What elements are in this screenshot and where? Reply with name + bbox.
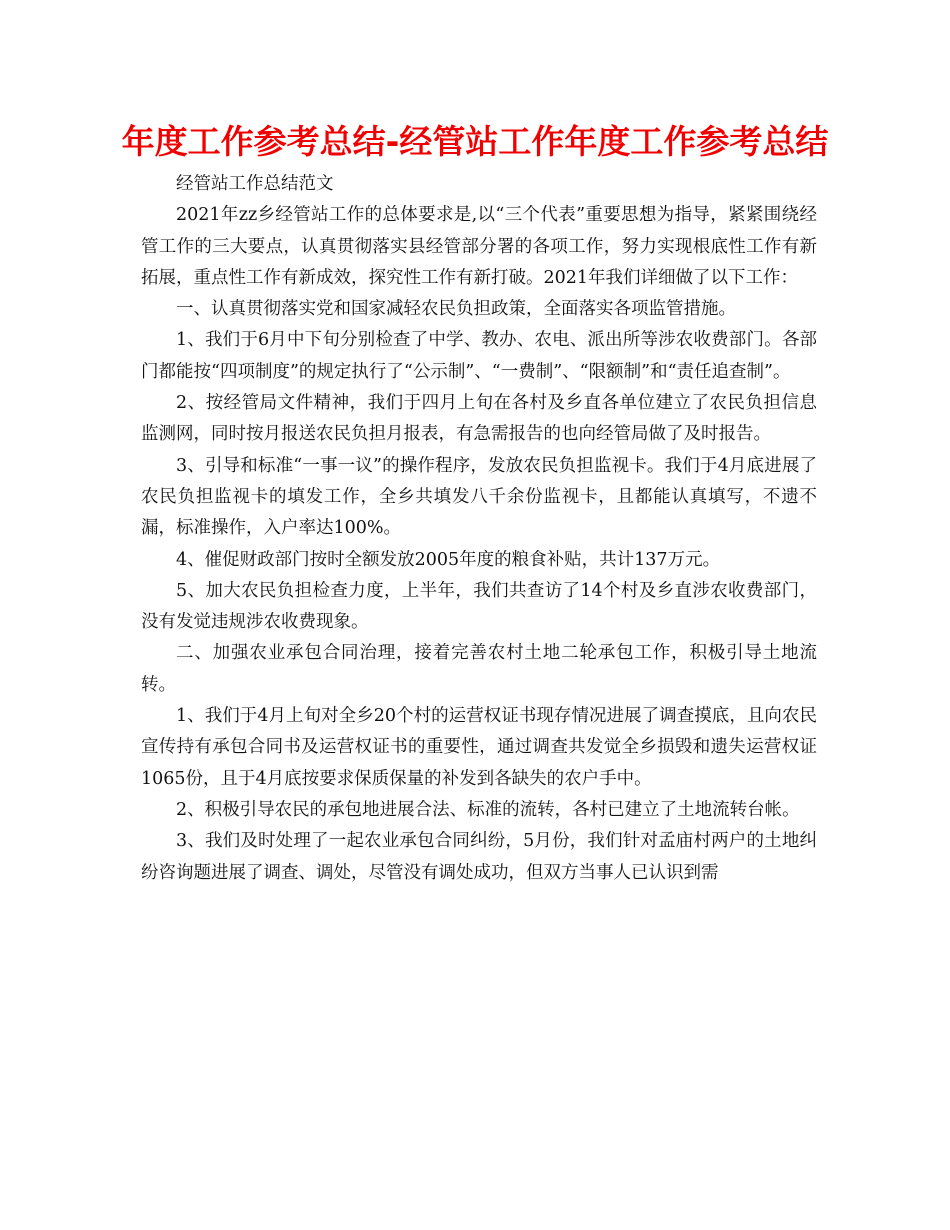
paragraph-subtitle: 经管站工作总结范文 <box>176 174 334 194</box>
paragraph-1-5: 5、加大农民负担检查力度，上半年，我们共查访了14个村及乡直涉农收费部门，没有发觉违规涉农收费现象。 <box>141 580 817 633</box>
document-title: 年度工作参考总结-经管站工作年度工作参考总结 <box>121 122 829 161</box>
paragraph-section-1-heading: 一、认真贯彻落实党和国家减轻农民负担政策，全面落实各项监管措施。 <box>176 299 736 320</box>
paragraph-1-2: 2、按经管局文件精神，我们于四月上旬在各村及乡直各单位建立了农民负担信息监测网，同时按月报送农民负担月报表，有急需报告的也向经管局做了及时报告。 <box>141 393 817 445</box>
paragraph-2-1: 1、我们于4月上旬对全乡20个村的运营权证书现存情况进展了调查摸底，且向农民宣传持有承包合同书及运营权证书的重要性，通过调查共发觉全乡损毁和遗失运营权证1065份，且于4月底按要求保质保量的补发到各缺失的农户手中。 <box>141 706 817 789</box>
paragraph-1-4: 4、催促财政部门按时全额发放2005年度的粮食补贴，共计137万元。 <box>176 549 721 570</box>
paragraph-2-3: 3、我们及时处理了一起农业承包合同纠纷，5月份，我们针对孟庙村两户的土地纠纷咨询题进展了调查、调处，尽管没有调处成功，但双方当事人已认识到需 <box>141 831 817 883</box>
paragraph-intro: 2021年zz乡经管站工作的总体要求是,以“三个代表”重要思想为指导，紧紧围绕经管工作的三大要点，认真贯彻落实县经管部分署的各项工作，努力实现根底性工作有新拓展，重点性工作有新成效，探究性工作有新打破。2021年我们详细做了以下工作： <box>141 205 817 288</box>
paragraph-1-1: 1、我们于6月中下旬分别检查了中学、教办、农电、派出所等涉农收费部门。各部门都能按“四项制度”的规定执行了“公示制”、“一费制”、“限额制”和“责任追查制”。 <box>141 330 817 382</box>
paragraph-section-2-heading: 二、加强农业承包合同治理，接着完善农村土地二轮承包工作，积极引导土地流转。 <box>141 643 817 695</box>
paragraph-2-2: 2、积极引导农民的承包地进展合法、标准的流转，各村已建立了土地流转台帐。 <box>176 799 800 820</box>
paragraph-1-3: 3、引导和标准“一事一议”的操作程序，发放农民负担监视卡。我们于4月底进展了农民负担监视卡的填发工作，全乡共填发八千余份监视卡，且都能认真填写，不遗不漏，标准操作，入户率达100%。 <box>141 455 817 539</box>
document-body <box>141 169 817 889</box>
